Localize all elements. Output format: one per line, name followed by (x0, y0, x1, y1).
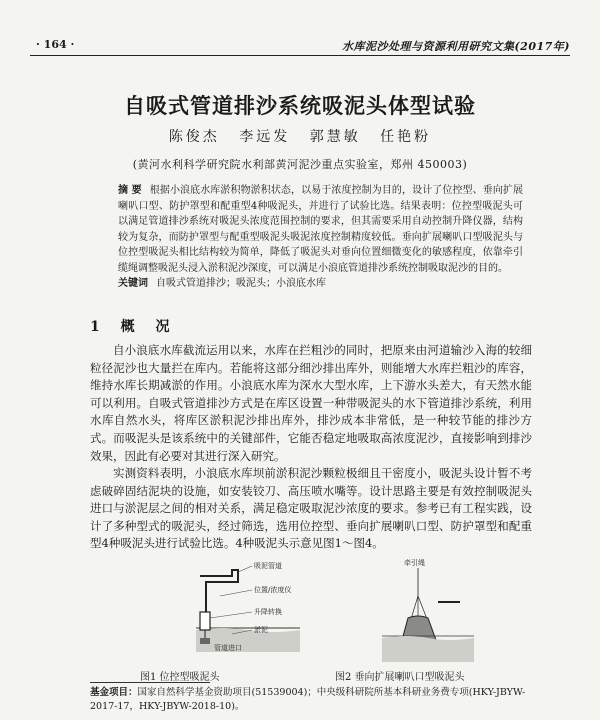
paragraph-2: 实测资料表明，小浪底水库坝前淤积泥沙颗粒极细且干密度小，吸泥头设计暂不考虑破碎固结泥块的设施，如安装铰刀、高压喷水嘴等。设计思路主要是有效控制吸泥头进口与淤泥层之间的相对关系，满足稳定吸取泥沙浓度的要求。参考已有工程实践，设计了多种型式的吸泥头，经过筛选，选用位控型、垂向扩展喇叭口型、防护罩型和配重型4种吸泥头进行试验比选。4种吸泥头示意见图1～图4。 (90, 466, 532, 551)
paragraph-1: 自小浪底水库截流运用以来，水库在拦粗沙的同时，把原来由河道输沙入海的较细粒径泥沙也大量拦在库内。若能将这部分细沙排出库外，则能增大水库拦粗沙的库容，维持水库长期减淤的作用。小浪底水库为深水大型水库，上下游水头差大，有天然水能可以利用。自吸式管道排沙方式是在库区设置一种带吸泥头的水下管道排沙系统，利用水库自然水头，将库区淤积泥沙排出库外，排沙成本非常低，是一种较节能的排沙方式。而吸泥头是该系统中的关键部件，它能否稳定地吸取高浓度泥沙，直接影响到排沙效果，因此有必要对其进行深入研究。 (90, 343, 532, 463)
header-rule (30, 55, 570, 56)
running-header (30, 38, 570, 56)
keywords-text: 自吸式管道排沙；吸泥头；小浪底水库 (156, 278, 326, 289)
funding-label: 基金项目： (90, 687, 138, 698)
journal-title: 水库泥沙处理与资源利用研究文集(2017年) (341, 40, 570, 53)
label-bottom: 管道进口 (214, 644, 242, 652)
funding-text: 国家自然科学基金资助项目(51539004)；中央级科研院所基本科研业务费专项(HKY-JBYW-2017-17，HKY-JBYW-2018-10)。 (90, 687, 526, 712)
keywords-label: 关键词 (118, 278, 148, 289)
abstract-text: 根据小浪底水库淤积物淤积状态，以易于浓度控制为目的，设计了位控型、垂向扩展喇叭口型、防护罩型和配重型4种吸泥头，并进行了试验比选。结果表明：位控型吸泥头可以满足管道排沙系统对吸泥头浓度范围控制的要求，但其需要采用自动控制升降仪器，结构较为复杂，而防护罩型与配重型吸泥头吸泥浓度控制精度较低。垂向扩展喇叭口型吸泥头与位控型吸泥头相比结构较为简单，降低了吸泥头对垂向位置细微变化的敏感程度，依靠牵引缆绳调整吸泥头浸入淤积泥沙深度，可以满足小浪底管道排沙系统控制吸取泥沙的目的。 (118, 185, 524, 274)
leader-converter (210, 612, 252, 618)
funding-footnote (90, 686, 538, 714)
leader-pipe (238, 566, 252, 572)
pipe-inlet (200, 638, 210, 644)
silt-layer (382, 636, 474, 662)
suction-head (200, 612, 210, 630)
figure-1-diagram (192, 556, 304, 654)
leader-instrument (220, 590, 252, 596)
abstract (118, 183, 523, 292)
figure-2-diagram (378, 556, 478, 664)
section-heading: 1 概 况 (90, 319, 178, 335)
label-converter: 升降转换 (254, 608, 282, 616)
figure-1-caption: 图1 位控型吸泥头 (140, 672, 220, 683)
figure-2-caption: 图2 垂向扩展喇叭口型吸泥头 (335, 672, 465, 683)
label-silt: 淤泥 (254, 626, 268, 634)
silt-layer (196, 628, 300, 652)
abstract-label: 摘 要 (118, 185, 142, 196)
pipe-shape (200, 570, 238, 616)
label-pipe: 吸泥管道 (254, 562, 282, 570)
page-number: · 164 · (36, 38, 75, 51)
authors: 陈俊杰 李远发 郭慧敏 任艳粉 (168, 129, 432, 145)
label-instrument: 位置/浓度仪 (254, 586, 292, 594)
affiliation: (黄河水利科学研究院水利部黄河泥沙重点实验室，郑州 450003) (132, 158, 468, 171)
footnote-rule (90, 682, 210, 683)
paper-title: 自吸式管道排沙系统吸泥头体型试验 (124, 94, 476, 118)
label-rope: 牵引绳 (404, 559, 425, 567)
